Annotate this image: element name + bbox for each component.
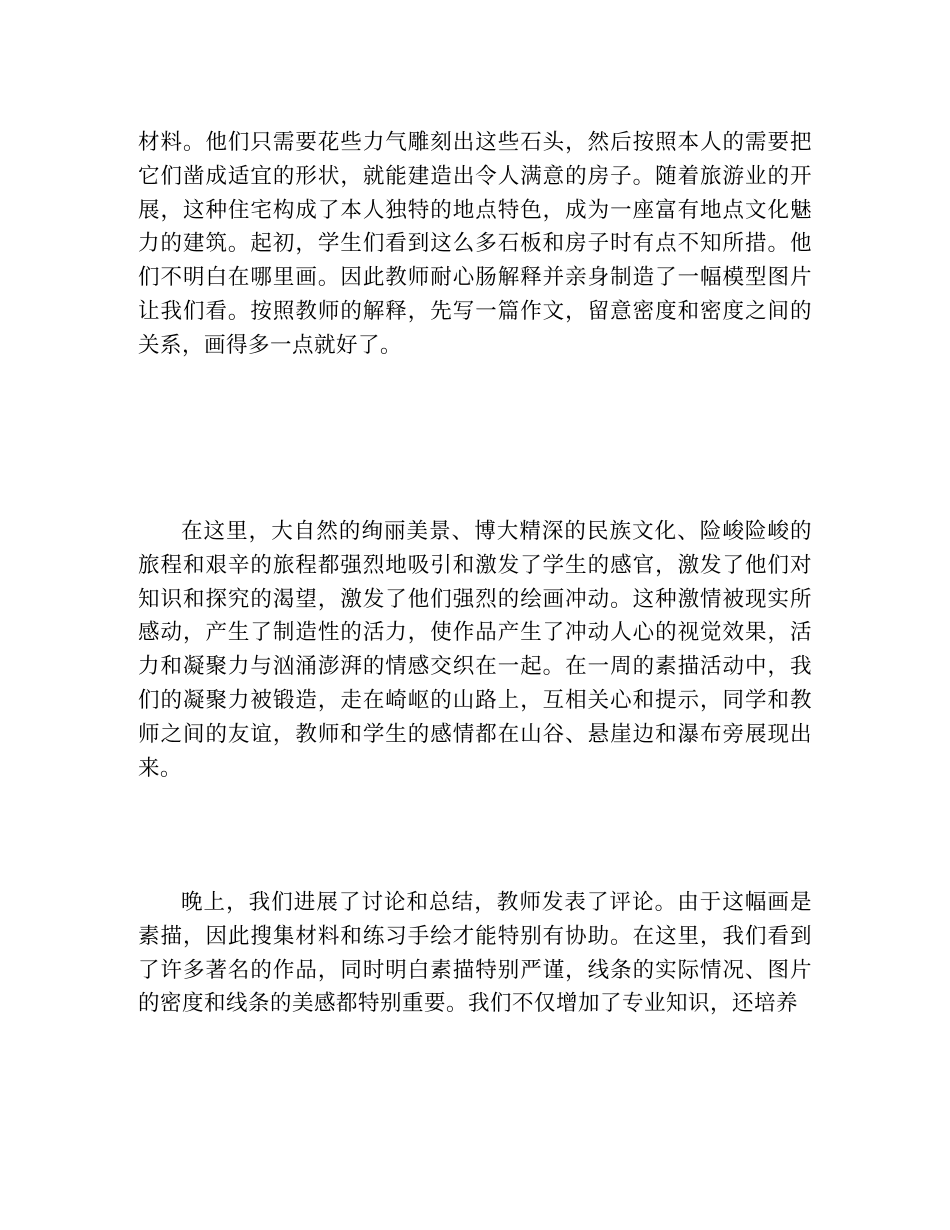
paragraph-text: 材料。他们只需要花些力气雕刻出这些石头，然后按照本人的需要把它们凿成适宜的形状，就能建造出令人满意的房子。随着旅游业的开展，这种住宅构成了本人独特的地点特色，成为一座富有地点文化魅力的建筑。起初，学生们看到这么多石板和房子时有点不知所措。他们不明白在哪里画。因此教师耐心肠解释并亲身制造了一幅模型图片让我们看。按照教师的解释，先写一篇作文，留意密度和密度之间的关系，画得多一点就好了。 — [138, 130, 812, 358]
paragraph-text: 在这里，大自然的绚丽美景、博大精深的民族文化、险峻险峻的旅程和艰辛的旅程都强烈地吸引和激发了学生的感官，激发了他们对知识和探究的渴望，激发了他们强烈的绘画冲动。这种激情被现实所感动，产生了制造性的活力，使作品产生了冲动人心的视觉效果，活力和凝聚力与汹涌澎湃的情感交织在一起。在一周的素描活动中，我们的凝聚力被锻造，走在崎岖的山路上，互相关心和提示，同学和教师之间的友谊，教师和学生的感情都在山谷、悬崖边和瀑布旁展现出来。 — [138, 519, 812, 781]
paragraph-continuation — [138, 126, 812, 363]
paragraph-nature — [138, 515, 812, 785]
paragraph-text: 晚上，我们进展了讨论和总结，教师发表了评论。由于这幅画是素描，因此搜集材料和练习手绘才能特别有协助。在这里，我们看到了许多著名的作品，同时明白素描特别严谨，线条的实际情况、图片的密度和线条的美感都特别重要。我们不仅增加了专业知识，还培养 — [138, 890, 812, 1017]
paragraph-evening — [138, 886, 812, 1021]
